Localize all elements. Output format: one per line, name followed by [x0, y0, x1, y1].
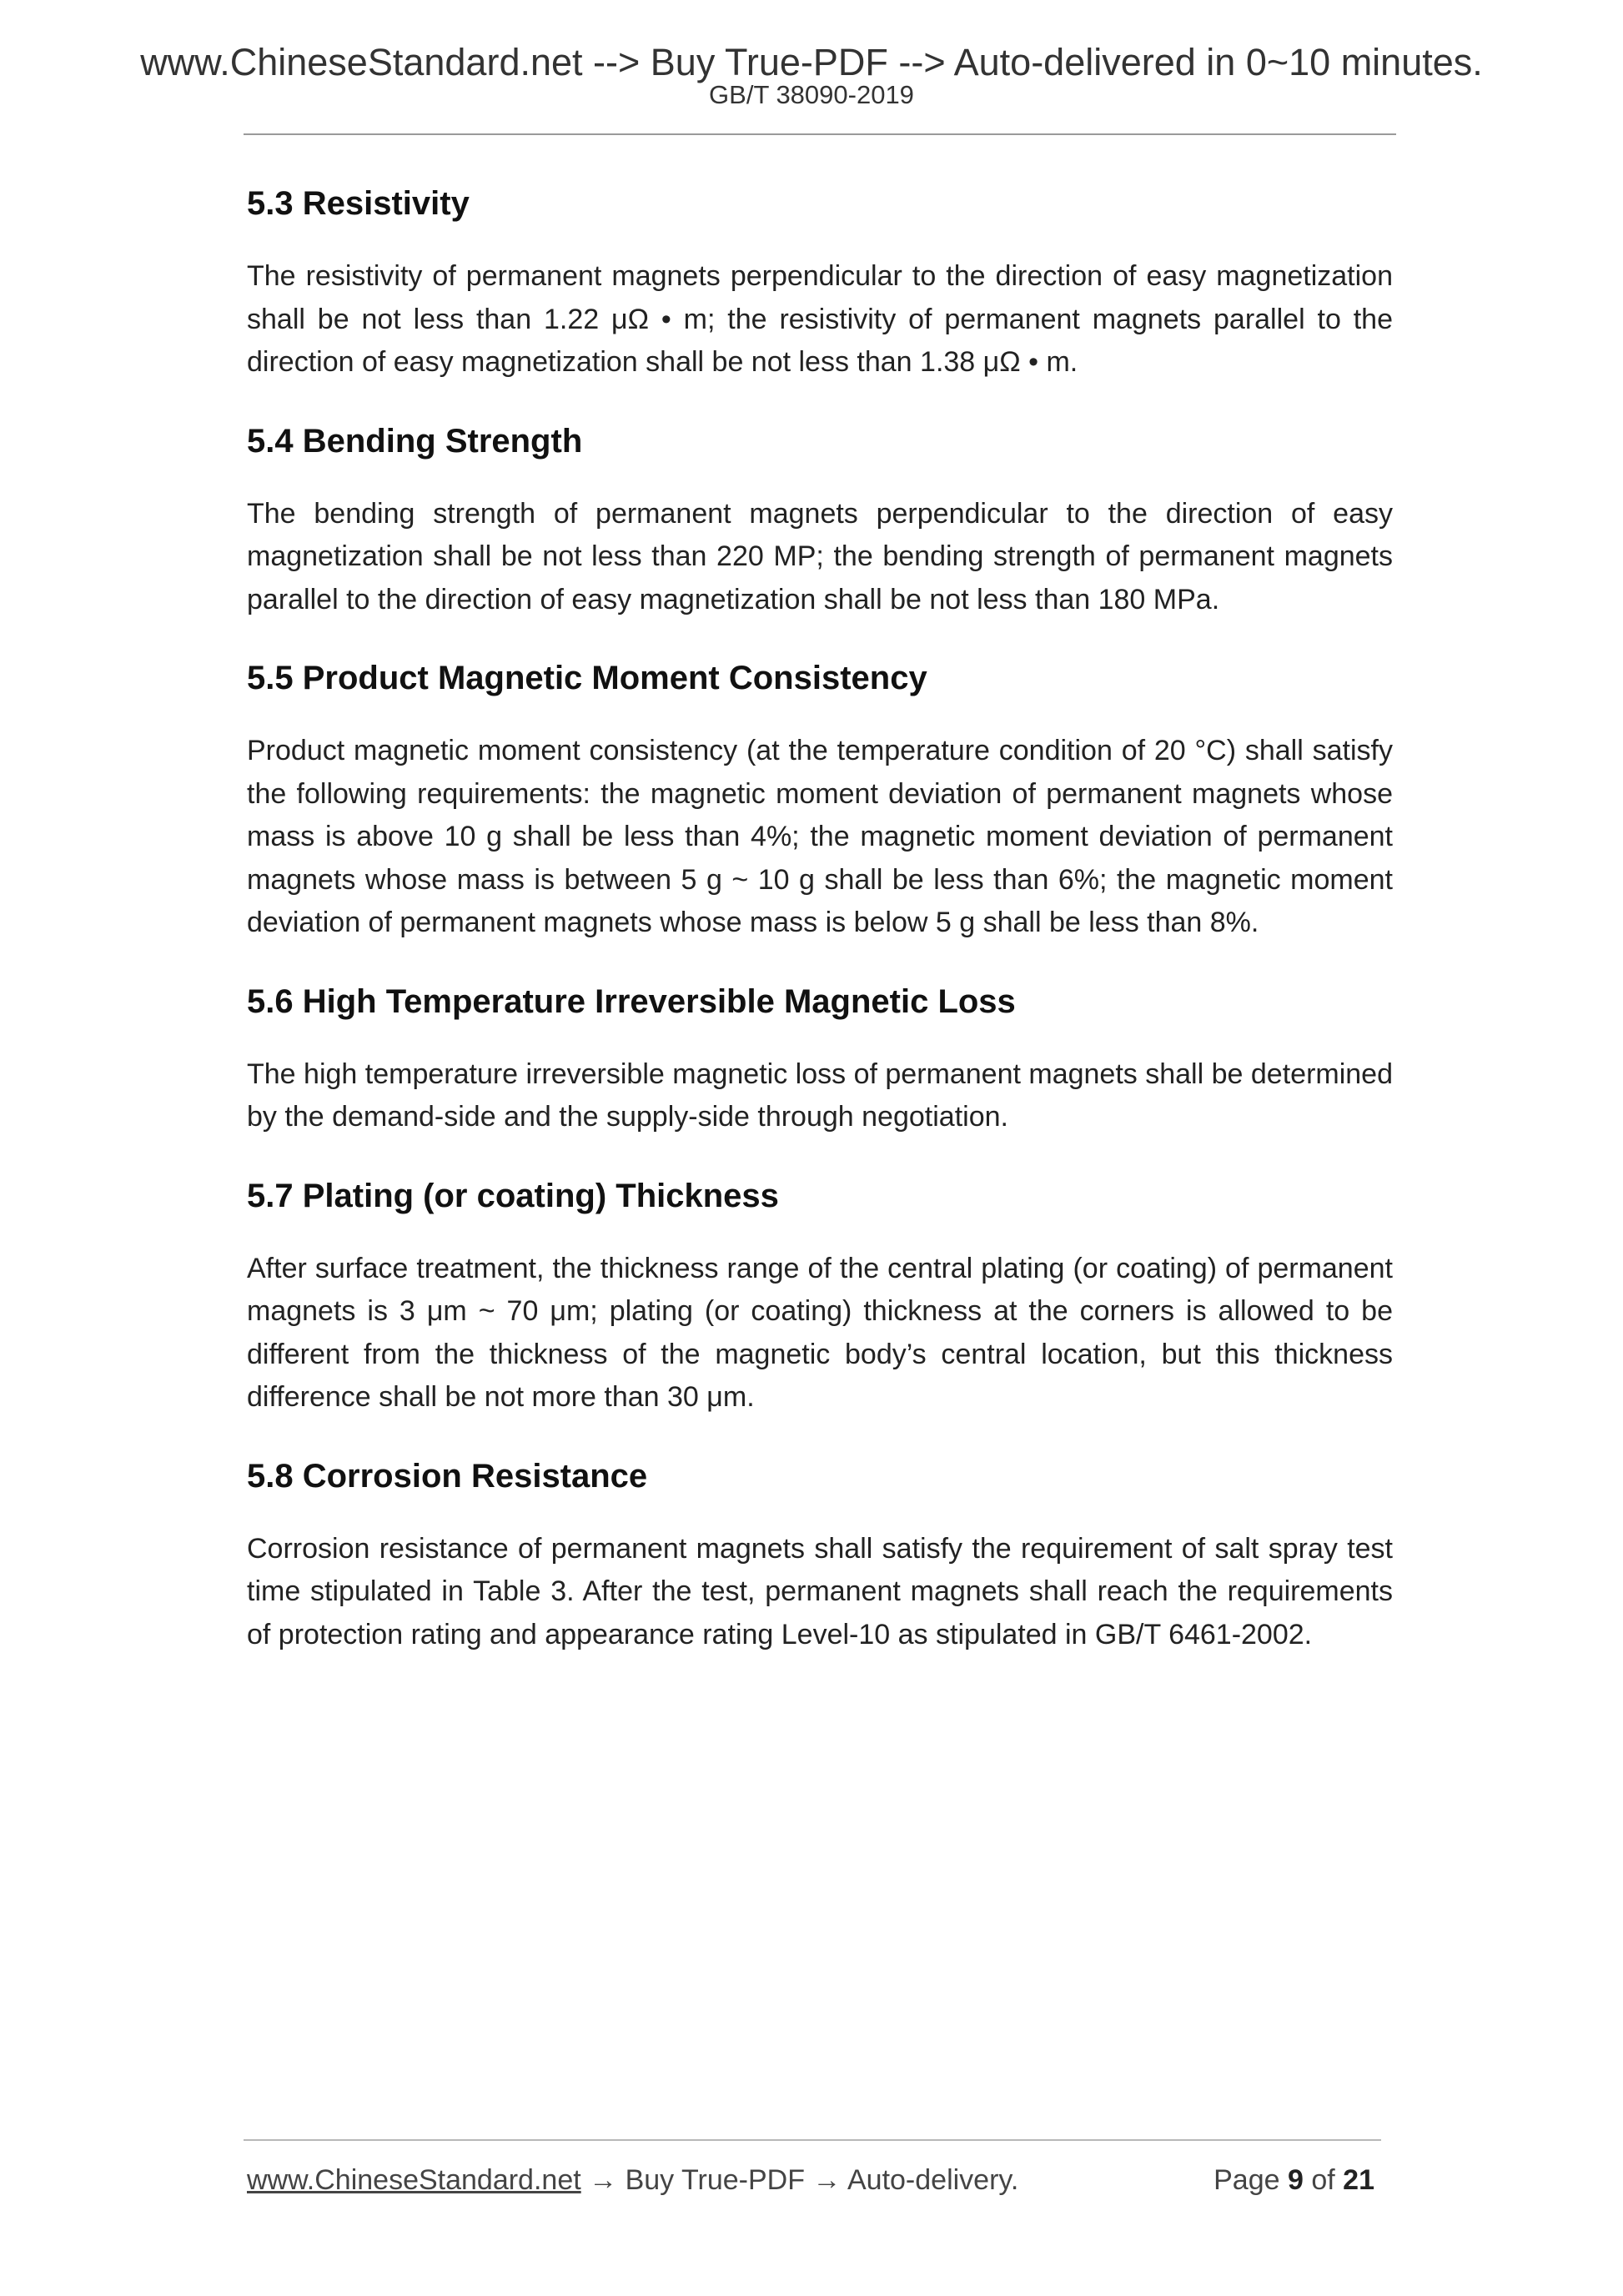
top-banner: www.ChineseStandard.net --> Buy True-PDF --> Auto-delivered in 0~10 minutes. — [140, 41, 1483, 83]
section-paragraph: The high temperature irreversible magnetic loss of permanent magnets shall be determined by the demand-side and the supply-side through negotiation. — [247, 1058, 1393, 1133]
page-number — [1213, 2166, 1374, 2194]
section-heading: 5.4 Bending Strength — [247, 422, 583, 460]
section-paragraph: The resistivity of permanent magnets perpendicular to the direction of easy magnetization shall be not less than 1.22 μΩ • m; the resistivity of permanent magnets parallel to the direction of easy magnetization shall be not less than 1.38 μΩ • m. — [247, 260, 1393, 378]
footer-divider — [244, 2139, 1381, 2141]
section-corrosion-resistance — [247, 1458, 1393, 1657]
section-magnetic-moment-consistency — [247, 660, 1393, 945]
section-paragraph: After surface treatment, the thickness range of the central plating (or coating) of permanent magnets is 3 μm ~ 70 μm; plating (or coating) thickness at the corners is allowed to be different from the thickness of the magnetic body’s central location, but this thickness difference shall be not more than 30 μm. — [247, 1252, 1393, 1413]
section-irreversible-magnetic-loss — [247, 983, 1393, 1139]
section-paragraph: Corrosion resistance of permanent magnets shall satisfy the requirement of salt spray test time stipulated in Table 3. After the test, permanent magnets shall reach the requirements of protection rating and appearance rating Level-10 as stipulated in GB/T 6461-2002. — [247, 1532, 1393, 1650]
section-heading: 5.6 High Temperature Irreversible Magnetic Loss — [247, 982, 1016, 1020]
footer-promo — [247, 2166, 1018, 2194]
footer-website-link[interactable]: www.ChineseStandard.net — [247, 2164, 581, 2196]
section-heading: 5.7 Plating (or coating) Thickness — [247, 1177, 779, 1214]
section-paragraph: The bending strength of permanent magnets perpendicular to the direction of easy magnetization shall be not less than 220 MP; the bending strength of permanent magnets parallel to the direction of easy magnetization shall be not less than 180 MPa. — [247, 497, 1393, 615]
document-body — [247, 185, 1393, 1695]
footer-promo-text: → Buy True-PDF → Auto-delivery. — [580, 2164, 1019, 2196]
standard-code: GB/T 38090-2019 — [709, 80, 914, 109]
section-plating-thickness — [247, 1178, 1393, 1419]
section-paragraph: Product magnetic moment consistency (at the temperature condition of 20 °C) shall satisfy the following requirements: the magnetic moment deviation of permanent magnets whose mass is above 10 g shall be less than 4%; the magnetic moment deviation of permanent magnets whose mass is between 5 g ~ 10 g shall be less than 6%; the magnetic moment deviation of permanent magnets whose mass is below 5 g shall be less than 8%. — [247, 735, 1393, 938]
section-heading: 5.5 Product Magnetic Moment Consistency — [247, 660, 927, 696]
section-heading: 5.3 Resistivity — [247, 185, 470, 222]
header-divider — [244, 133, 1396, 135]
page-label: Page — [1213, 2164, 1280, 2196]
page-current: 9 — [1287, 2164, 1304, 2196]
page-of-label: of — [1311, 2164, 1335, 2196]
section-bending-strength — [247, 423, 1393, 622]
page-total: 21 — [1343, 2164, 1374, 2196]
section-heading: 5.8 Corrosion Resistance — [247, 1457, 648, 1495]
section-resistivity — [247, 185, 1393, 384]
